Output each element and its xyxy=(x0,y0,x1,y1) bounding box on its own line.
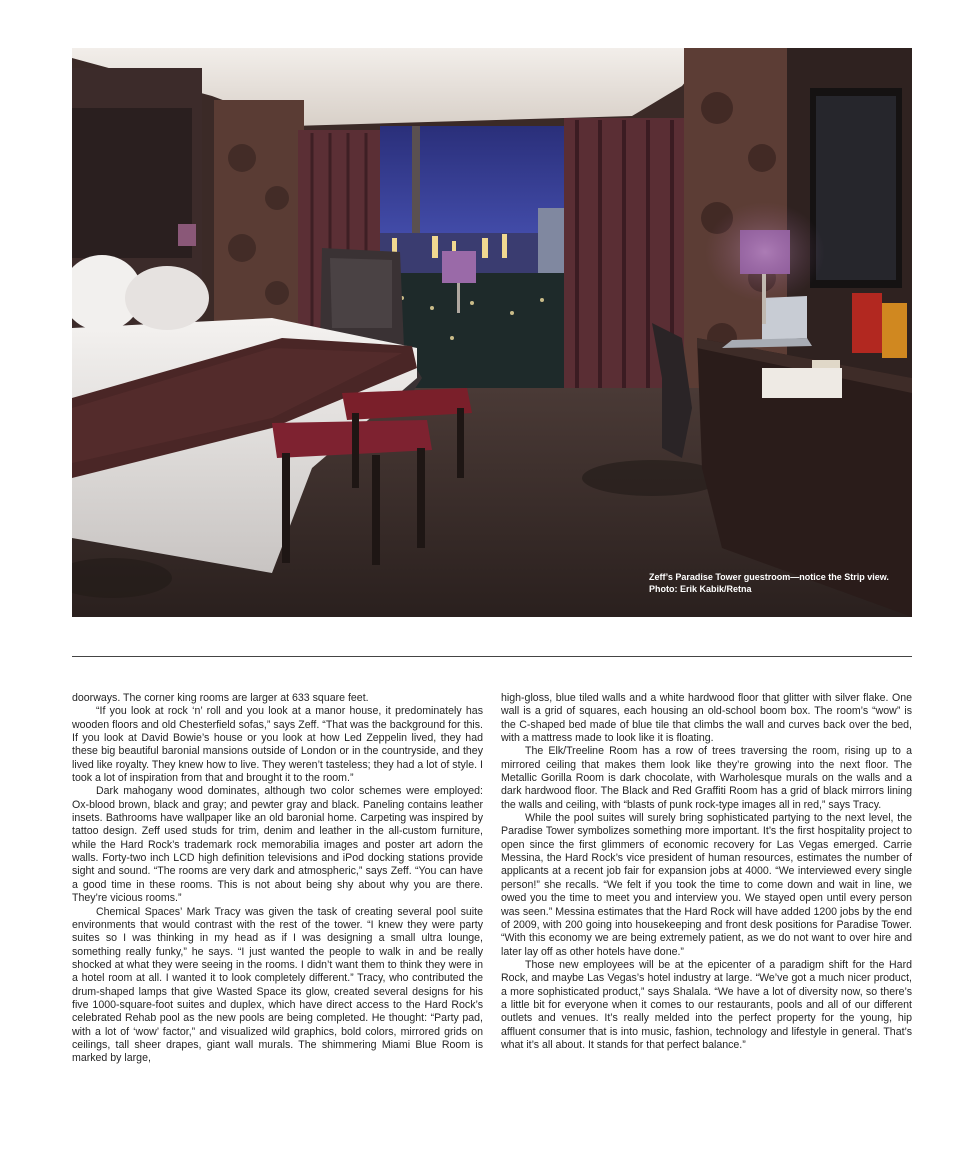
caption-line-1: Zeff’s Paradise Tower guestroom—notice the Strip view. xyxy=(649,572,889,582)
paragraph: “If you look at rock ‘n’ roll and you look at a manor house, it predominately has wooden floors and old Chesterfield sofas,” says Zeff. “That was the background for this. If you look at David Bowie’s house or you look at how Led Zeppelin lived, they had these big beautiful baronial mansions outside of London or in the countryside, and they lived like royalty. They knew how to live. They weren’t tasteless; they had a lot of style. I took a lot of inspiration from that and brought it to the room.” xyxy=(72,705,483,785)
hotel-room-photo xyxy=(72,48,912,617)
caption-credit: Photo: Erik Kabik/Retna xyxy=(649,584,752,594)
paragraph: high-gloss, blue tiled walls and a white hardwood floor that glitter with silver flake. One wall is a grid of squares, each housing an old-school boom box. The room’s “wow” is the C-shaped bed made of blue tile that climbs the wall and curves back over the bed, with a mattress made to look like it is floating. xyxy=(501,692,912,745)
paragraph: Those new employees will be at the epicenter of a paradigm shift for the Hard Rock, and maybe Las Vegas’s hotel industry at large. “We’ve got a much nicer product, a more sophisticated product,” says Shalala. “We have a lot of diversity now, so there’s a little bit for everyone when it comes to our restaurants, pools and all of our different outlets and venues. It’s really melded into the perfect property for the young, hip affluent consumer that is into music, fashion, technology and lifestyle in general. That’s what it’s all about. It stands for that perfect balance.” xyxy=(501,958,912,1051)
section-divider xyxy=(72,656,912,657)
paragraph: Dark mahogany wood dominates, although two color schemes were employed: Ox-blood brown, black and gray; and pewter gray and black. Paneling contains leather insets. Bathrooms have wallpaper like an old baronial home. Carpeting was inspired by tattoo design. Zeff used studs for trim, denim and leather in the all-custom furniture, while the Hard Rock’s trademark rock memorabilia images and poster art adorn the walls. Forty-two inch LCD high definition televisions and iPod docking stations provide sight and sound. “The rooms are very dark and atmospheric,” says Zeff. “You can have a good time in these rooms. This is not about being shy about why you are there. They’re vicious rooms.” xyxy=(72,785,483,905)
paragraph: While the pool suites will surely bring sophisticated partying to the next level, the Paradise Tower symbolizes something more important. It’s the first hospitality project to open since the first glimmers of economic recovery for Las Vegas emerged. Carrie Messina, the Hard Rock’s vice president of human resources, estimates the number of applicants at a recent job fair for expansion jobs at 4000. “We interviewed every single person!” she recalls. “We felt if you took the time to come down and wait in line, we owed you the time to meet you and interview you. We stayed open until every person was seen.” Messina estimates that the Hard Rock will have added 1200 jobs by the end of 2009, with 200 going into housekeeping and front desk positions for Paradise Tower. “With this economy we are being extremely patient, as we do not want to over hire and later lay off as other hotels have done.” xyxy=(501,812,912,958)
paragraph: Chemical Spaces’ Mark Tracy was given the task of creating several pool suite environments that would contrast with the rest of the tower. “I knew they were party suites so I was thinking in my head as if I was designing a small ultra lounge, something really funky,” he says. “I just wanted the people to walk in and be really shocked at what they were seeing in the rooms. I didn’t want them to think they were in a hotel room at all. I wanted it to look completely different.” Tracy, who contributed the drum-shaped lamps that give Wasted Space its glow, created several designs for his five 1000-square-foot suites and duplex, which have direct access to the Hard Rock’s celebrated Rehab pool as the new pools are being completed. He thought: “Party pad, with a lot of ‘wow’ factor,” and visualized wild graphics, bold colors, mirrored grids on ceilings, tall sheer drapes, giant wall murals. The shimmering Miami Blue Room is marked by large, xyxy=(72,905,483,1065)
paragraph: The Elk/Treeline Room has a row of trees traversing the room, rising up to a mirrored ceiling that makes them look like they’re growing into the next floor. The Metallic Gorilla Room is dark chocolate, with Warholesque murals on the walls and a dark hardwood floor. The Black and Red Graffiti Room has a grid of black mirrors lining the walls and ceiling, with “blasts of punk rock-type images all in red,” says Tracy. xyxy=(501,745,912,811)
photo-caption xyxy=(649,571,899,595)
paragraph: doorways. The corner king rooms are larger at 633 square feet. xyxy=(72,692,369,704)
article-column-left xyxy=(72,692,483,1066)
article-column-right xyxy=(501,692,912,1052)
